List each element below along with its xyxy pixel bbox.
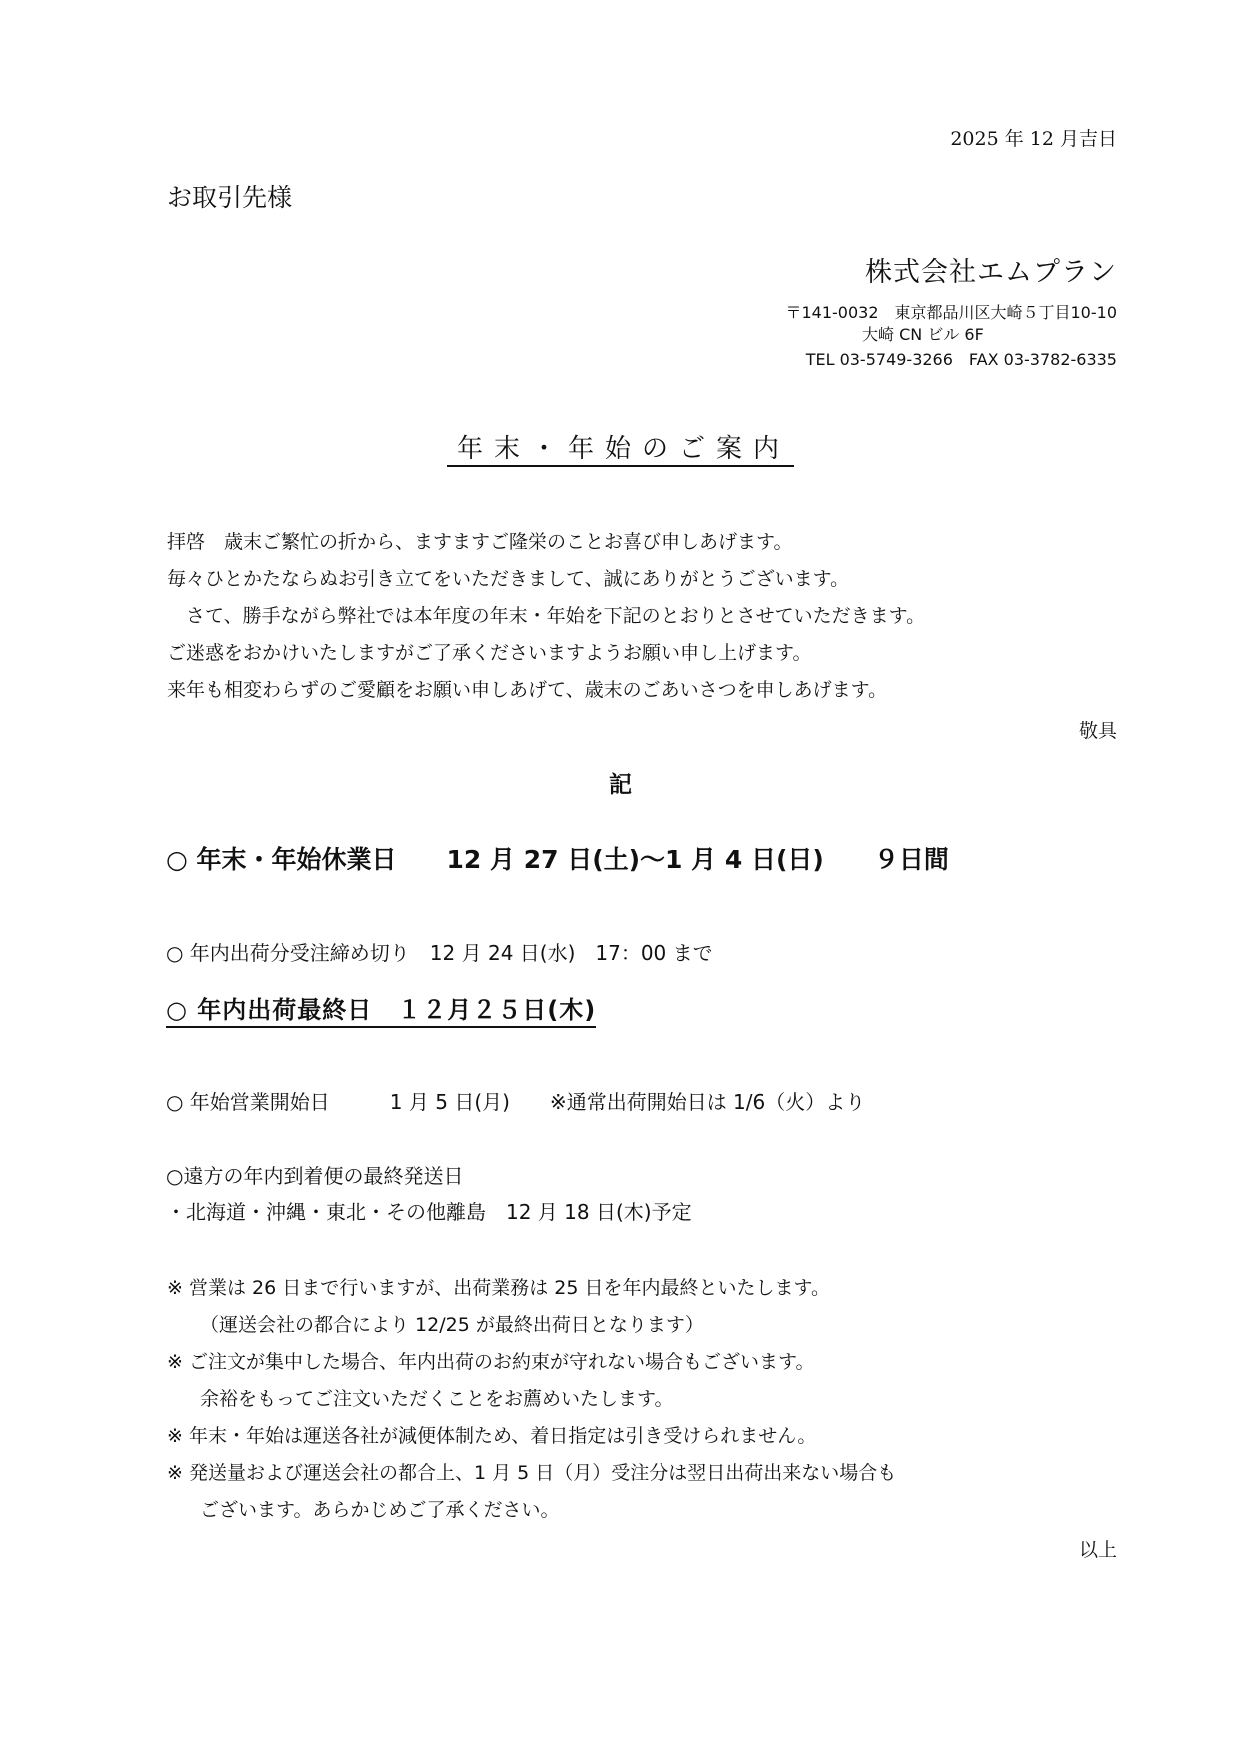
body-line: 拝啓 歳末ご繁忙の折から、ますますご隆栄のことお喜び申しあげます。 bbox=[167, 531, 793, 553]
body-line: さて、勝手ながら弊社では本年度の年末・年始を下記のとおりとさせていただきます。 bbox=[167, 605, 926, 627]
note-continuation: ございます。あらかじめご了承ください。 bbox=[200, 1499, 560, 1521]
holiday-period: ○ 年末・年始休業日 12 月 27 日(土)～1 月 4 日(日) ９日間 bbox=[166, 845, 949, 874]
body-line: 来年も相変わらずのご愛顧をお願い申しあげて、歳末のごあいさつを申しあげます。 bbox=[167, 679, 888, 701]
note-item: ※ 年末・年始は運送各社が減便体制ため、着日指定は引き受けられません。 bbox=[167, 1425, 817, 1447]
order-cutoff: ○ 年内出荷分受注締め切り 12 月 24 日(水) 17：00 まで bbox=[166, 941, 713, 965]
document-title bbox=[0, 428, 1241, 465]
last-shipping-day-text: ○ 年内出荷最終日 １２月２５日(木) bbox=[166, 996, 596, 1028]
document-date: 2025 年 12 月吉日 bbox=[950, 128, 1117, 150]
note-continuation: （運送会社の都合により 12/25 が最終出荷日となります） bbox=[200, 1314, 704, 1336]
document-title-text: 年末・年始のご案内 bbox=[447, 434, 794, 467]
last-shipping-day bbox=[166, 990, 596, 1025]
note-item: ※ 営業は 26 日まで行いますが、出荷業務は 25 日を年内最終といたします。 bbox=[167, 1277, 830, 1299]
ki-heading: 記 bbox=[609, 772, 632, 798]
body-line: ご迷惑をおかけいたしますがご了承くださいますようお願い申し上げます。 bbox=[167, 642, 812, 664]
body-line: 毎々ひとかたならぬお引き立てをいただきまして、誠にありがとうございます。 bbox=[167, 568, 850, 590]
closing-keigu: 敬具 bbox=[1078, 720, 1117, 742]
company-building: 大崎 CN ビル 6F bbox=[862, 325, 984, 344]
company-address: 〒141-0032 東京都品川区大崎５丁目10-10 bbox=[785, 303, 1117, 322]
end-mark: 以上 bbox=[1078, 1539, 1117, 1561]
note-item: ※ ご注文が集中した場合、年内出荷のお約束が守れない場合もございます。 bbox=[167, 1351, 815, 1373]
note-continuation: 余裕をもってご注文いただくことをお薦めいたします。 bbox=[200, 1388, 674, 1410]
company-name: 株式会社エムプラン bbox=[865, 257, 1117, 288]
note-item: ※ 発送量および運送会社の都合上、1 月 5 日（月）受注分は翌日出荷出来ない場合も bbox=[167, 1462, 897, 1484]
new-year-opening: ○ 年始営業開始日 1 月 5 日(月) ※通常出荷開始日は 1/6（火）より bbox=[166, 1090, 866, 1114]
remote-shipping-detail: ・北海道・沖縄・東北・その他離島 12 月 18 日(木)予定 bbox=[166, 1200, 692, 1224]
recipient: お取引先様 bbox=[167, 183, 293, 212]
company-contact: TEL 03-5749-3266 FAX 03-3782-6335 bbox=[805, 350, 1117, 369]
remote-shipping-heading: ○遠方の年内到着便の最終発送日 bbox=[166, 1164, 464, 1188]
